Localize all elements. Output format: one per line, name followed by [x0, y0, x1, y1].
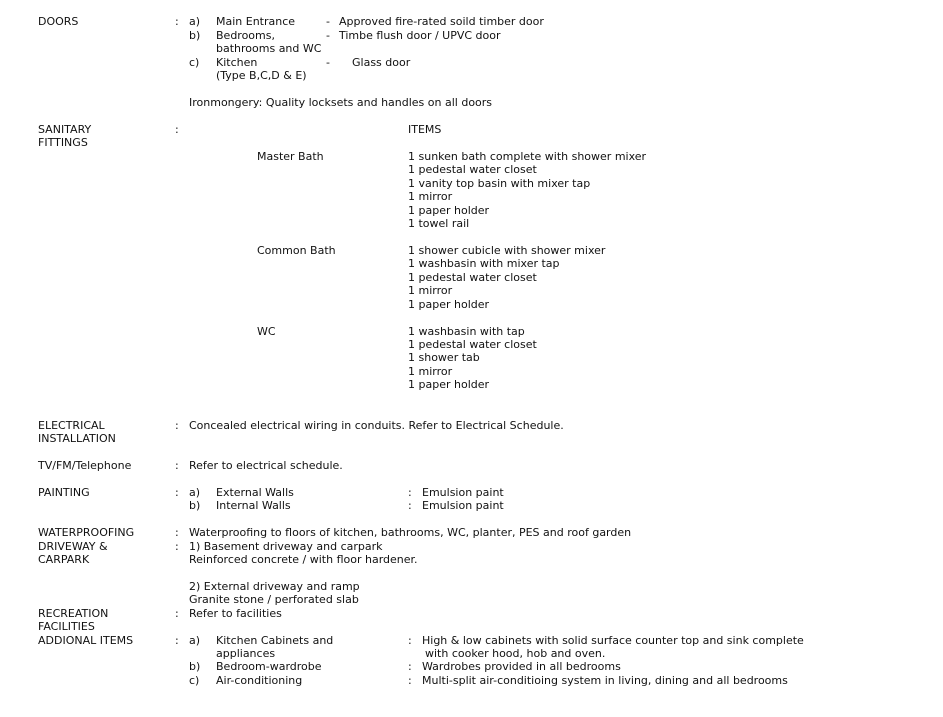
colon: : — [408, 660, 412, 673]
fitting-item: 1 paper holder — [408, 378, 490, 391]
fitting-item: 1 washbasin with tap — [408, 325, 525, 338]
driveway-line: 1) Basement driveway and carpark — [189, 540, 383, 553]
recreation-value: Refer to facilities — [189, 607, 282, 620]
marker: c) — [189, 56, 200, 69]
colon: : — [408, 674, 412, 687]
marker: b) — [189, 499, 201, 512]
marker: a) — [189, 634, 201, 647]
driveway-line: 2) External driveway and ramp — [189, 580, 360, 593]
section-label-electrical-2: INSTALLATION — [38, 432, 116, 445]
section-label-doors: DOORS — [38, 15, 79, 28]
section-label-sanitary: SANITARY — [38, 123, 92, 136]
fitting-item: 1 pedestal water closet — [408, 271, 537, 284]
section-label-driveway-2: CARPARK — [38, 553, 90, 566]
marker: b) — [189, 29, 201, 42]
additional-name: Bedroom-wardrobe — [216, 660, 322, 673]
driveway-line: Reinforced concrete / with floor hardener. — [189, 553, 418, 566]
items-header: ITEMS — [408, 123, 442, 136]
room-label: WC — [257, 325, 276, 338]
fitting-item: 1 pedestal water closet — [408, 338, 537, 351]
fitting-item: 1 mirror — [408, 284, 453, 297]
fitting-item: 1 paper holder — [408, 204, 490, 217]
tv-value: Refer to electrical schedule. — [189, 459, 343, 472]
additional-name: Air-conditioning — [216, 674, 303, 687]
colon: : — [175, 540, 179, 553]
colon: : — [175, 123, 179, 136]
waterproofing-value: Waterproofing to floors of kitchen, bathrooms, WC, planter, PES and roof garden — [189, 526, 632, 539]
door-value: Glass door — [352, 56, 411, 69]
colon: : — [175, 459, 179, 472]
section-label-recreation: RECREATION — [38, 607, 109, 620]
fitting-item: 1 mirror — [408, 190, 453, 203]
fitting-item: 1 shower tab — [408, 351, 480, 364]
marker: a) — [189, 486, 201, 499]
additional-value: Multi-split air-conditioing system in living, dining and all bedrooms — [422, 674, 788, 687]
section-label-recreation-2: FACILITIES — [38, 620, 95, 633]
painting-value: Emulsion paint — [422, 486, 504, 499]
room-label: Common Bath — [257, 244, 336, 257]
section-label-waterproofing: WATERPROOFING — [38, 526, 135, 539]
dash: - — [326, 15, 330, 28]
fitting-item: 1 sunken bath complete with shower mixer — [408, 150, 647, 163]
additional-value: Wardrobes provided in all bedrooms — [422, 660, 621, 673]
colon: : — [175, 526, 179, 539]
colon: : — [408, 499, 412, 512]
additional-value-cont: with cooker hood, hob and oven. — [425, 647, 606, 660]
colon: : — [408, 486, 412, 499]
painting-name: Internal Walls — [216, 499, 291, 512]
colon: : — [175, 607, 179, 620]
fitting-item: 1 shower cubicle with shower mixer — [408, 244, 606, 257]
additional-name-cont: appliances — [216, 647, 276, 660]
colon: : — [175, 419, 179, 432]
colon: : — [175, 486, 179, 499]
door-name-cont: bathrooms and WC — [216, 42, 322, 55]
door-name: Kitchen — [216, 56, 258, 69]
door-value: Timbe flush door / UPVC door — [339, 29, 501, 42]
section-label-driveway: DRIVEWAY & — [38, 540, 108, 553]
additional-name: Kitchen Cabinets and — [216, 634, 334, 647]
door-name-cont: (Type B,C,D & E) — [216, 69, 307, 82]
room-label: Master Bath — [257, 150, 324, 163]
ironmongery-text: Ironmongery: Quality locksets and handles on all doors — [189, 96, 493, 109]
electrical-value: Concealed electrical wiring in conduits. Refer to Electrical Schedule. — [189, 419, 564, 432]
section-label-painting: PAINTING — [38, 486, 90, 499]
colon: : — [175, 15, 179, 28]
fitting-item: 1 towel rail — [408, 217, 470, 230]
door-value: Approved fire-rated soild timber door — [339, 15, 544, 28]
painting-value: Emulsion paint — [422, 499, 504, 512]
marker: b) — [189, 660, 201, 673]
fitting-item: 1 mirror — [408, 365, 453, 378]
driveway-line: Granite stone / perforated slab — [189, 593, 359, 606]
colon: : — [408, 634, 412, 647]
colon: : — [175, 634, 179, 647]
section-label-electrical: ELECTRICAL — [38, 419, 105, 432]
dash: - — [326, 56, 330, 69]
section-label-tv: TV/FM/Telephone — [38, 459, 132, 472]
additional-value: High & low cabinets with solid surface counter top and sink complete — [422, 634, 804, 647]
marker: a) — [189, 15, 201, 28]
marker: c) — [189, 674, 200, 687]
painting-name: External Walls — [216, 486, 294, 499]
section-label-sanitary-2: FITTINGS — [38, 136, 88, 149]
dash: - — [326, 29, 330, 42]
fitting-item: 1 vanity top basin with mixer tap — [408, 177, 591, 190]
section-label-additional: ADDIONAL ITEMS — [38, 634, 134, 647]
fitting-item: 1 paper holder — [408, 298, 490, 311]
door-name: Bedrooms, — [216, 29, 275, 42]
door-name: Main Entrance — [216, 15, 296, 28]
fitting-item: 1 pedestal water closet — [408, 163, 537, 176]
fitting-item: 1 washbasin with mixer tap — [408, 257, 560, 270]
